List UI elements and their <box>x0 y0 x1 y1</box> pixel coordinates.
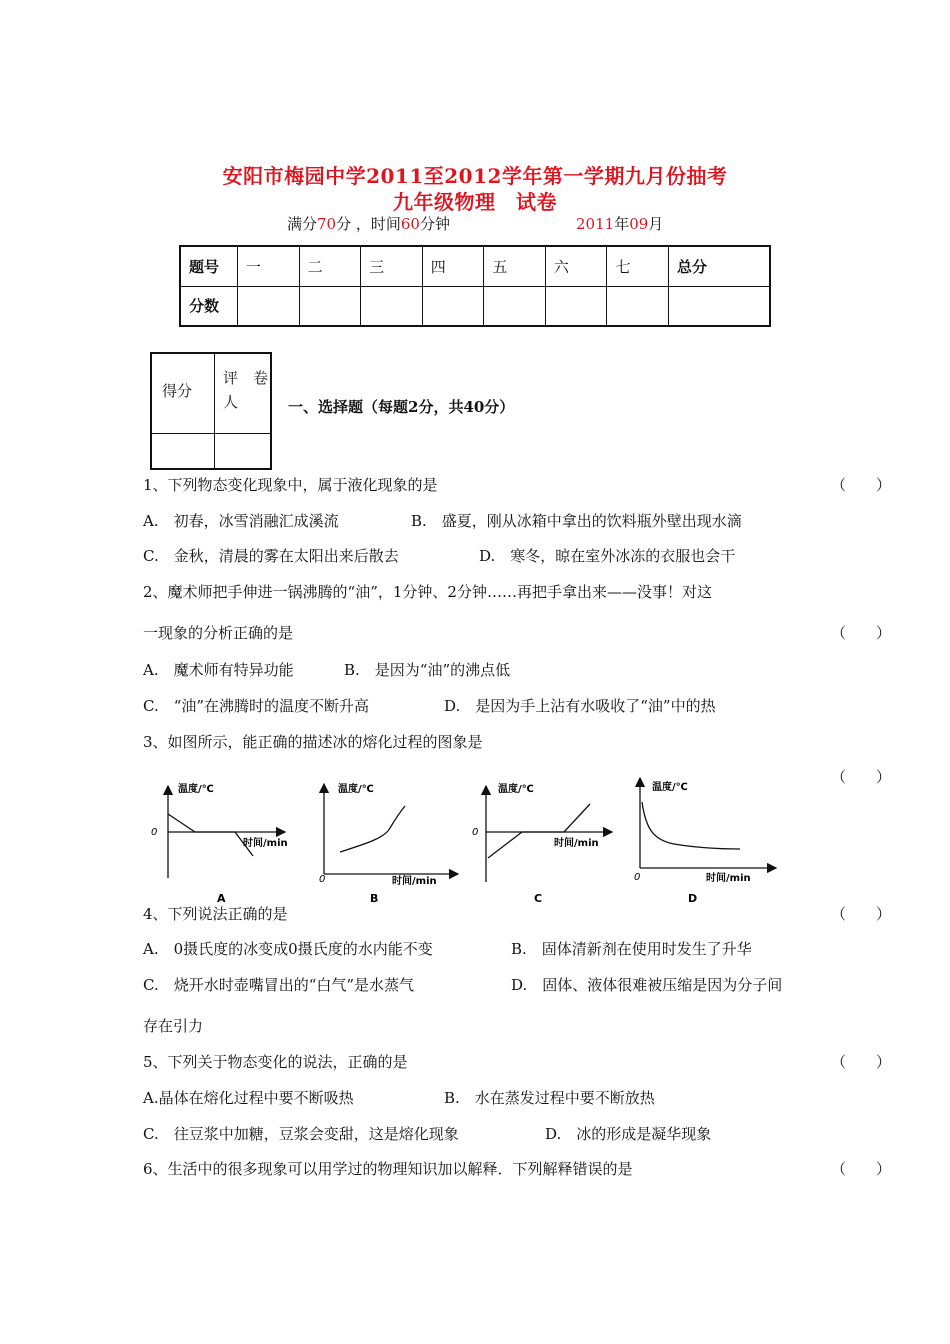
grader-label-line1: 评 卷 <box>223 369 269 387</box>
exam-date <box>576 213 663 234</box>
q5-option-d: D. 冰的形成是凝华现象 <box>545 1125 712 1143</box>
graph-label-c: C <box>534 892 543 905</box>
graph-y-label: 温度/℃ <box>652 782 688 793</box>
q1-option-b: B. 盛夏，刚从冰箱中拿出的饮料瓶外壁出现水滴 <box>411 512 742 530</box>
q1-stem: 1、下列物态变化现象中，属于液化现象的是 <box>143 476 438 494</box>
q4-option-b: B. 固体清新剂在使用时发生了升华 <box>511 940 752 958</box>
q5-option-c: C. 往豆浆中加糖，豆浆会变甜，这是熔化现象 <box>143 1125 459 1143</box>
graph-origin: 0 <box>151 827 158 838</box>
score-entry-cell[interactable] <box>422 286 484 326</box>
grader-label-line2: 人 <box>223 393 239 411</box>
full-score-suffix: 分 ，时间 <box>336 215 401 233</box>
graph-label-a: A <box>217 892 226 905</box>
score-table-score-row <box>180 286 770 326</box>
score-table-cell: 题号 <box>180 246 238 286</box>
section-title: 一、选择题（每题2分，共40分） <box>288 398 515 416</box>
score-entry-cell[interactable] <box>607 286 669 326</box>
exam-meta <box>287 213 450 234</box>
graph-origin: 0 <box>634 872 641 883</box>
graph-x-label: 时间/min <box>706 873 751 884</box>
date-year: 2011 <box>576 215 615 233</box>
q1-option-c: C. 金秋，清晨的雾在太阳出来后散去 <box>143 547 399 565</box>
exam-title-line1: 安阳市梅园中学2011至2012学年第一学期九月份抽考 <box>222 164 728 188</box>
graph-origin: 0 <box>472 827 479 838</box>
score-entry-cell[interactable] <box>545 286 607 326</box>
graph-y-label: 温度/℃ <box>498 784 534 795</box>
score-table-cell: 二 <box>299 246 361 286</box>
grader-box <box>150 352 272 470</box>
q1-option-d: D. 寒冬，晾在室外冰冻的衣服也会干 <box>479 547 736 565</box>
q2-answer-paren[interactable]: （ ） <box>831 624 892 642</box>
q6-stem: 6、生活中的很多现象可以用学过的物理知识加以解释．下列解释错误的是 <box>143 1160 633 1178</box>
q1-answer-paren[interactable]: （ ） <box>831 476 892 494</box>
q5-option-a: A.晶体在熔化过程中要不断吸热 <box>143 1089 354 1107</box>
score-entry-cell[interactable] <box>238 286 300 326</box>
graph-origin: 0 <box>319 874 326 885</box>
score-entry-cell[interactable] <box>361 286 423 326</box>
graph-x-label: 时间/min <box>554 838 599 849</box>
q5-answer-paren[interactable]: （ ） <box>831 1053 892 1071</box>
graph-label-d: D <box>688 892 698 905</box>
q4-option-a: A. 0摄氏度的冰变成0摄氏度的水内能不变 <box>143 940 433 958</box>
graph-y-label: 温度/℃ <box>338 784 374 795</box>
score-entry-cell[interactable] <box>669 286 770 326</box>
exam-title-line2: 九年级物理 试卷 <box>393 190 557 214</box>
score-table-header-row <box>180 246 770 286</box>
q6-answer-paren[interactable]: （ ） <box>831 1160 892 1178</box>
q4-answer-paren[interactable]: （ ） <box>831 905 892 923</box>
q1-option-a: A. 初春，冰雪消融汇成溪流 <box>143 512 339 530</box>
score-table-cell: 四 <box>422 246 484 286</box>
q2-option-a: A. 魔术师有特异功能 <box>143 661 294 679</box>
q4-option-d: D. 固体、液体很难被压缩是因为分子间 <box>511 976 783 994</box>
q3-stem: 3、如图所示，能正确的描述冰的熔化过程的图象是 <box>143 733 483 751</box>
score-table-cell: 一 <box>238 246 300 286</box>
grader-score-label: 得分 <box>151 353 215 433</box>
date-month-suffix: 月 <box>648 215 664 233</box>
graph-a <box>145 778 305 906</box>
time-suffix: 分钟 <box>419 215 450 233</box>
time-value: 60 <box>400 215 420 233</box>
q4-option-d-continued: 存在引力 <box>143 1017 204 1035</box>
full-score-value: 70 <box>317 215 337 233</box>
graph-c <box>466 778 626 906</box>
q5-stem: 5、下列关于物态变化的说法，正确的是 <box>143 1053 408 1071</box>
grader-score-entry[interactable] <box>151 433 215 469</box>
q2-stem-line2: 一现象的分析正确的是 <box>143 624 294 642</box>
q4-option-c: C. 烧开水时壶嘴冒出的“白气”是水蒸气 <box>143 976 415 994</box>
q2-option-b: B. 是因为“油”的沸点低 <box>344 661 511 679</box>
q3-answer-paren[interactable]: （ ） <box>831 768 892 786</box>
q2-option-d: D. 是因为手上沾有水吸收了“油”中的热 <box>444 697 716 715</box>
q2-stem-line1: 2、魔术师把手伸进一锅沸腾的“油”，1分钟、2分钟……再把手拿出来——没事！对这 <box>143 583 712 601</box>
graph-x-label: 时间/min <box>392 876 437 887</box>
q4-stem: 4、下列说法正确的是 <box>143 905 288 923</box>
score-table-cell: 三 <box>361 246 423 286</box>
graph-label-b: B <box>370 892 379 905</box>
score-entry-cell[interactable] <box>299 286 361 326</box>
score-table <box>179 245 771 327</box>
graph-x-label: 时间/min <box>243 838 288 849</box>
score-table-cell: 六 <box>545 246 607 286</box>
date-month: 09 <box>629 215 649 233</box>
grader-name-entry[interactable] <box>215 433 272 469</box>
q5-option-b: B. 水在蒸发过程中要不断放热 <box>444 1089 655 1107</box>
score-table-cell: 五 <box>484 246 546 286</box>
score-entry-cell[interactable] <box>484 286 546 326</box>
full-score-prefix: 满分 <box>287 215 318 233</box>
score-row-label: 分数 <box>180 286 238 326</box>
score-table-cell: 总分 <box>669 246 770 286</box>
score-table-cell: 七 <box>607 246 669 286</box>
grader-name-label <box>215 353 272 433</box>
graph-b <box>310 778 470 906</box>
graph-c-curve <box>488 804 590 858</box>
graph-y-label: 温度/℃ <box>178 784 214 795</box>
graph-a-curve <box>168 814 253 856</box>
date-year-suffix: 年 <box>614 215 630 233</box>
graph-d-curve <box>642 802 740 849</box>
q2-option-c: C. “油”在沸腾时的温度不断升高 <box>143 697 370 715</box>
graph-d <box>628 772 788 906</box>
graph-b-curve <box>340 806 405 852</box>
